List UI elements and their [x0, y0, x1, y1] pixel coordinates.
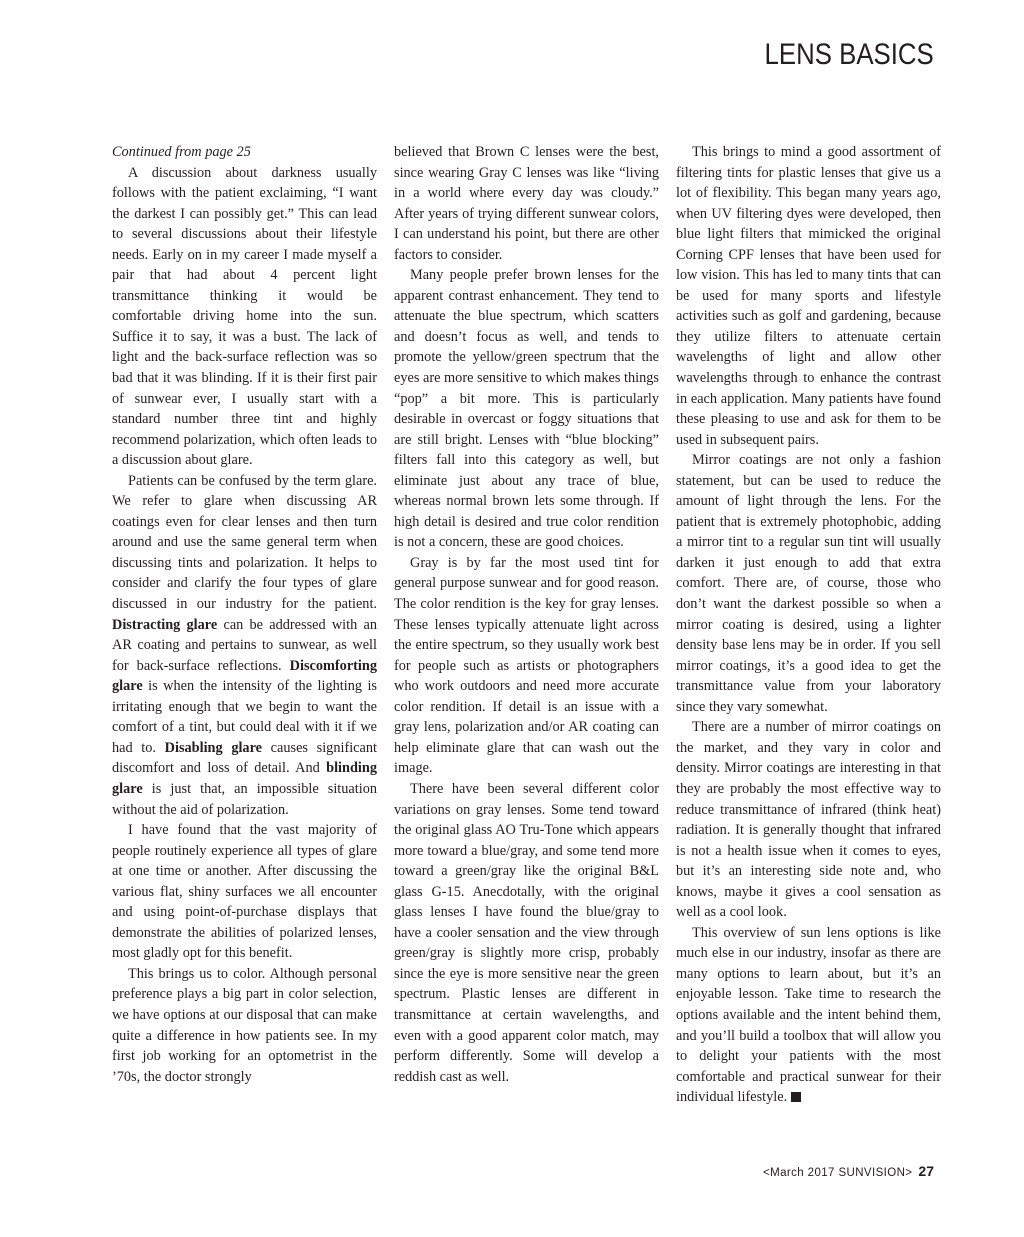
term-discomforting-glare: Discomforting glare	[112, 657, 377, 695]
page-number: 27	[918, 1163, 934, 1179]
continued-note: Continued from page 25	[112, 144, 251, 160]
section-title: LENS BASICS	[764, 38, 934, 71]
term-distracting-glare: Distracting glare	[112, 616, 218, 633]
paragraph: Mirror coatings are not only a fashion statement, but can be used to reduce the amount of light through the lens. For the patient that is extremely photophobic, adding a mirror tint to a regular sun tint will usually darken it just enough to add that extra comfort. There are, of course, those who don’t want the darkest possible so when a mirror coating is desired, using a lighter density base lens may be in order. If you sell mirror coatings, it’s a good idea to get the transmittance value from your laboratory since they vary somewhat.	[676, 452, 941, 715]
paragraph-glare-types	[112, 471, 377, 820]
paragraph-continued: believed that Brown C lenses were the best, since wearing Gray C lenses was like “living in a world where every day was cloudy.” After years of trying different sunwear colors, I can understand his point, but there are other factors to consider.	[394, 144, 659, 263]
term-blinding-glare: blinding glare	[112, 760, 377, 797]
text: can be addressed with an AR coating and pertains to sunwear, as well for back-surface reflections.	[112, 616, 377, 674]
paragraph-final	[676, 923, 941, 1108]
text: is when the intensity of the lighting is irritating enough that we begin to want the comfort of a tint, but could deal with it if we had to.	[112, 678, 377, 756]
paragraph: I have found that the vast majority of people routinely experience all types of glare at one time or another. After discussing the various flat, shiny surfaces we all encounter and using point-of-purchase displays that demonstrate the abilities of polarized lenses, most gladly opt for this benefit.	[112, 822, 377, 962]
paragraph: This brings us to color. Although personal preference plays a big part in color selection, we have options at our disposal that can make quite a difference in how patients see. In my first job working for an optometrist in the ’70s, the doctor strongly	[112, 965, 377, 1085]
text: causes significant discomfort and loss of detail. And	[112, 739, 377, 777]
text: Patients can be confused by the term glare. We refer to glare when discussing AR coatings even for clear lenses and then turn around and use the same general term when discussing tints and polarization. It helps to consider and clarify the four types of glare discussed in our industry for the patient.	[112, 472, 377, 613]
paragraph: A discussion about darkness usually follows with the patient exclaiming, “I want the darkest I can possibly get.” This can lead to several discussions about their lifestyle needs. Early on in my career I made myself a pair that had about 4 percent light transmittance thinking it would be comfortable driving home into the sun. Suffice it to say, it was a bust. The lack of light and the back-surface reflection was so bad that it was blinding. If it is their first pair of sunwear ever, I usually start with a standard number three tint and highly recommend polarization, which often leads to a discussion about glare.	[112, 164, 377, 469]
issue-label: <March 2017 SUNVISION>	[763, 1167, 913, 1179]
paragraph: There are a number of mirror coatings on the market, and they vary in color and density. Mirror coatings are interesting in that they are probably the most effective way to reduce transmittance of infrared (think heat) radiation. It is generally thought that infrared is not a health issue when it comes to eyes, but it’s an interesting side note and, who knows, maybe it gives a cool sensation as well as a cool look.	[676, 719, 941, 921]
paragraph: This brings to mind a good assortment of filtering tints for plastic lenses that give us a lot of flexibility. This began many years ago, when UV filtering dyes were developed, then blue light filters that mimicked the original Corning CPF lenses that have been used for low vision. This has led to many tints that can be used for many sports and lifestyle activities such as golf and gardening, because they utilize filters to attenuate certain wavelengths of light and allow other wavelengths through to enhance the contrast in each application. Many patients have found these pleasing to use and ask for them to be used in subsequent pairs.	[676, 144, 941, 448]
article-column-1	[112, 142, 377, 1087]
article-column-3	[676, 142, 941, 1108]
page-footer	[763, 1163, 934, 1179]
text: is just that, an impossible situation without the aid of polarization.	[112, 780, 377, 818]
article-column-2	[394, 142, 659, 1087]
text: This overview of sun lens options is like much else in our industry, insofar as there are many options to learn about, but it’s an enjoyable lesson. Take time to research the options available and the intent behind them, and you’ll build a toolbox that will allow you to delight your patients with the most comfortable and practical sunwear for their individual lifestyle.	[676, 924, 941, 1106]
end-of-article-square-icon	[791, 1092, 801, 1102]
term-disabling-glare: Disabling glare	[164, 739, 263, 756]
paragraph: There have been several different color variations on gray lenses. Some tend toward the original glass AO Tru-Tone which appears more toward a blue/gray, and some tend more toward a green/gray like the original B&L glass G-15. Anecdotally, with the original glass lenses I have found the blue/gray to have a cooler sensation and the view through green/gray is slightly more crisp, probably since the eye is more sensitive near the green spectrum. Plastic lenses are different in transmittance at certain wavelengths, and even with a good apparent color match, may perform differently. Some will develop a reddish cast as well.	[394, 780, 659, 1085]
paragraph: Many people prefer brown lenses for the apparent contrast enhancement. They tend to attenuate the blue spectrum, which scatters and doesn’t focus as well, and tends to promote the yellow/green spectrum that the eyes are more sensitive to which makes things “pop” a bit more. This is particularly desirable in overcast or foggy situations that are still bright. Lenses with “blue blocking” filters fall into this category as well, but eliminate just about any trace of blue, whereas normal brown lets some through. If high detail is desired and true color rendition is not a concern, these are good choices.	[394, 267, 659, 551]
paragraph: Gray is by far the most used tint for general purpose sunwear and for good reason. The color rendition is the key for gray lenses. These lenses typically attenuate light across the entire spectrum, so they usually work best for people such as artists or photographers who work outdoors and need more accurate color rendition. If detail is an issue with a gray lens, polarization and/or AR coating can help eliminate glare that can wash out the image.	[394, 554, 659, 777]
